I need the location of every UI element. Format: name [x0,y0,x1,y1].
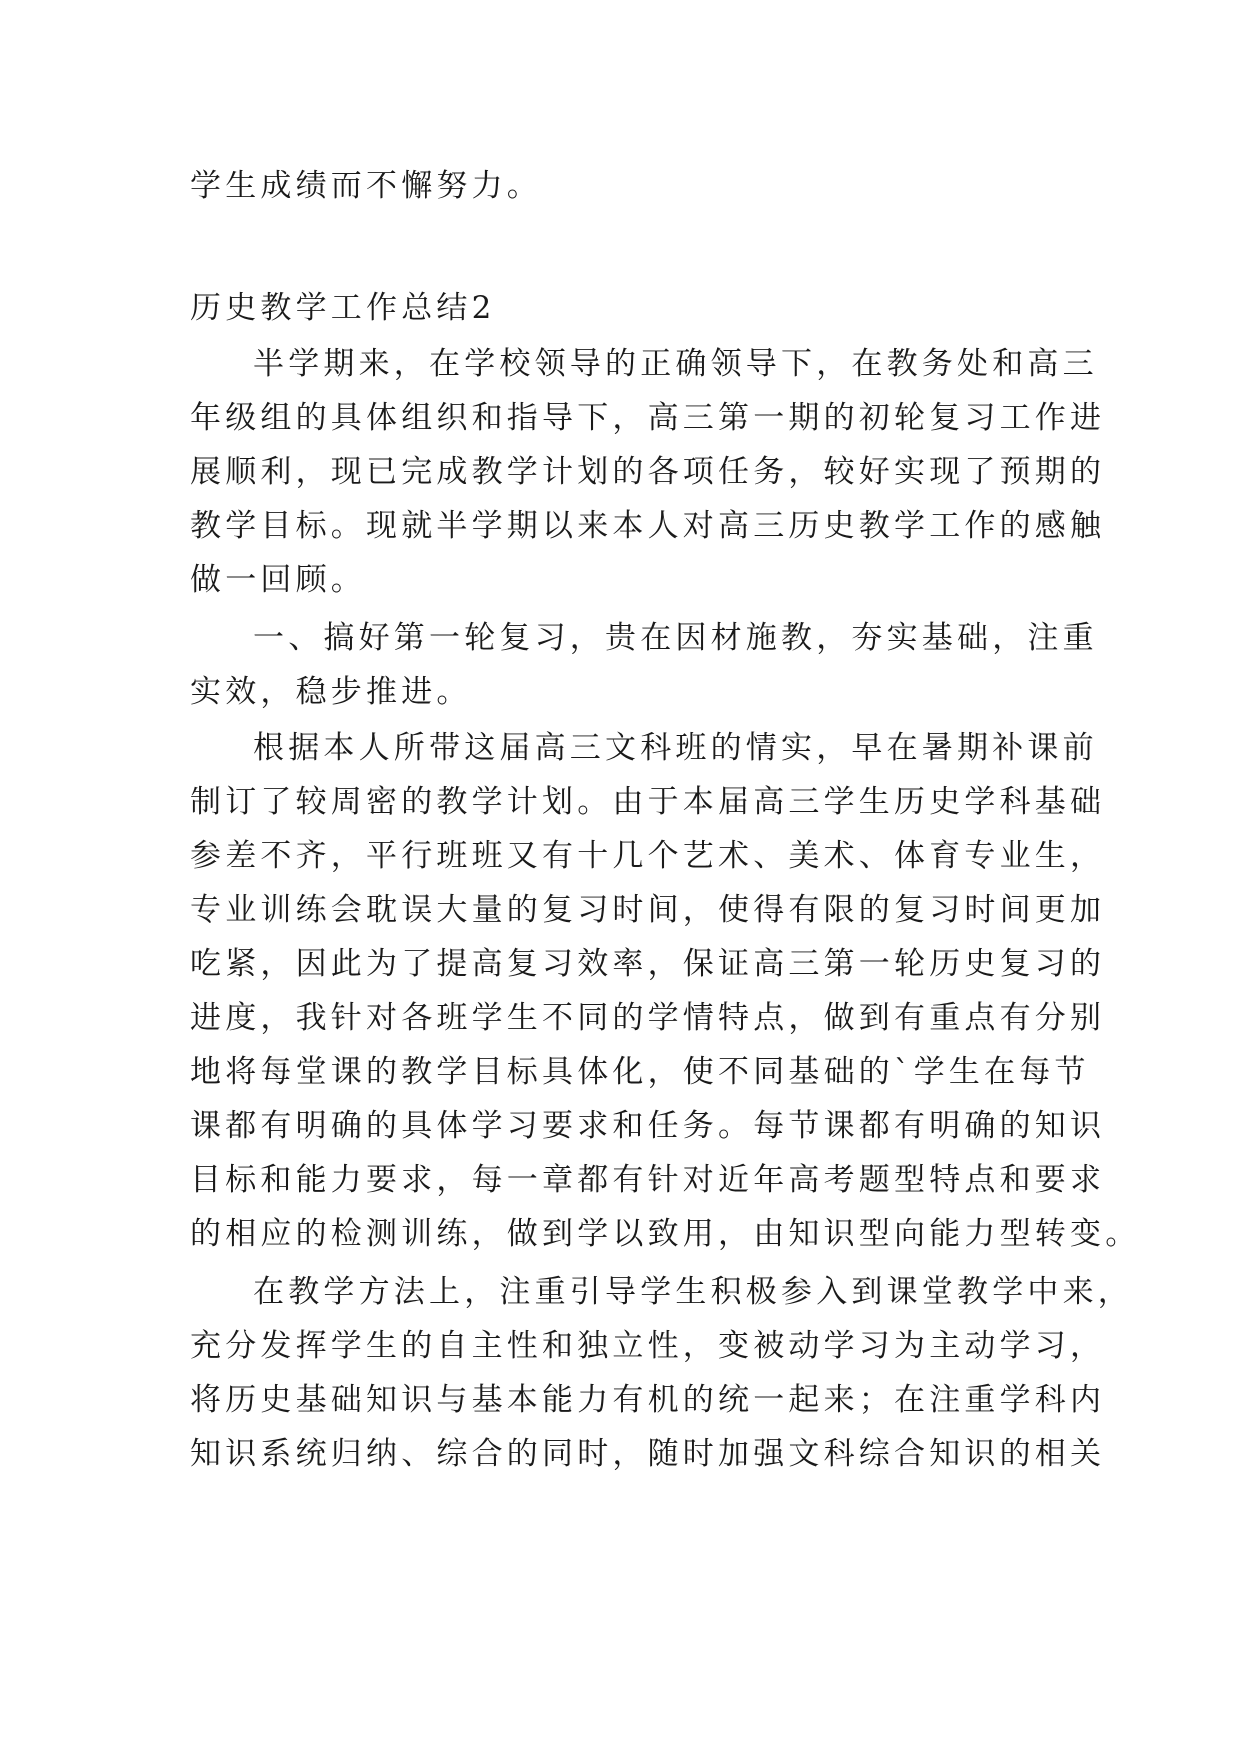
paragraph-line: 做一回顾。 [190,562,366,598]
paragraph-line: 将历史基础知识与基本能力有机的统一起来；在注重学科内 [190,1382,1106,1418]
paragraph-line: 参差不齐，平行班班又有十几个艺术、美术、体育专业生， [190,838,1106,874]
paragraph-line: 专业训练会耽误大量的复习时间，使得有限的复习时间更加 [190,892,1106,928]
paragraph-line: 进度，我针对各班学生不同的学情特点，做到有重点有分别 [190,1000,1106,1036]
paragraph-line: 实效，稳步推进。 [190,674,472,710]
paragraph-line: 吃紧，因此为了提高复习效率，保证高三第一轮历史复习的 [190,946,1106,982]
carry-over-line: 学生成绩而不懈努力。 [190,168,542,204]
paragraph-line: 地将每堂课的教学目标具体化，使不同基础的`学生在每节 [190,1054,1090,1090]
section-title: 历史教学工作总结2 [190,290,496,326]
paragraph-line: 根据本人所带这届高三文科班的情实，早在暑期补课前 [253,730,1098,766]
paragraph-line: 制订了较周密的教学计划。由于本届高三学生历史学科基础 [190,784,1106,820]
paragraph-line: 半学期来，在学校领导的正确领导下，在教务处和高三 [253,346,1098,382]
paragraph-line: 的相应的检测训练，做到学以致用，由知识型向能力型转变。 [190,1216,1141,1252]
paragraph-line: 一、搞好第一轮复习，贵在因材施教，夯实基础，注重 [253,620,1098,656]
paragraph-line: 目标和能力要求，每一章都有针对近年高考题型特点和要求 [190,1162,1106,1198]
paragraph-line: 在教学方法上，注重引导学生积极参入到课堂教学中来， [253,1274,1133,1310]
paragraph-line: 充分发挥学生的自主性和独立性，变被动学习为主动学习， [190,1328,1106,1364]
paragraph-line: 知识系统归纳、综合的同时，随时加强文科综合知识的相关 [190,1436,1106,1472]
paragraph-line: 课都有明确的具体学习要求和任务。每节课都有明确的知识 [190,1108,1106,1144]
paragraph-line: 展顺利，现已完成教学计划的各项任务，较好实现了预期的 [190,454,1106,490]
paragraph-line: 教学目标。现就半学期以来本人对高三历史教学工作的感触 [190,508,1106,544]
paragraph-line: 年级组的具体组织和指导下，高三第一期的初轮复习工作进 [190,400,1106,436]
